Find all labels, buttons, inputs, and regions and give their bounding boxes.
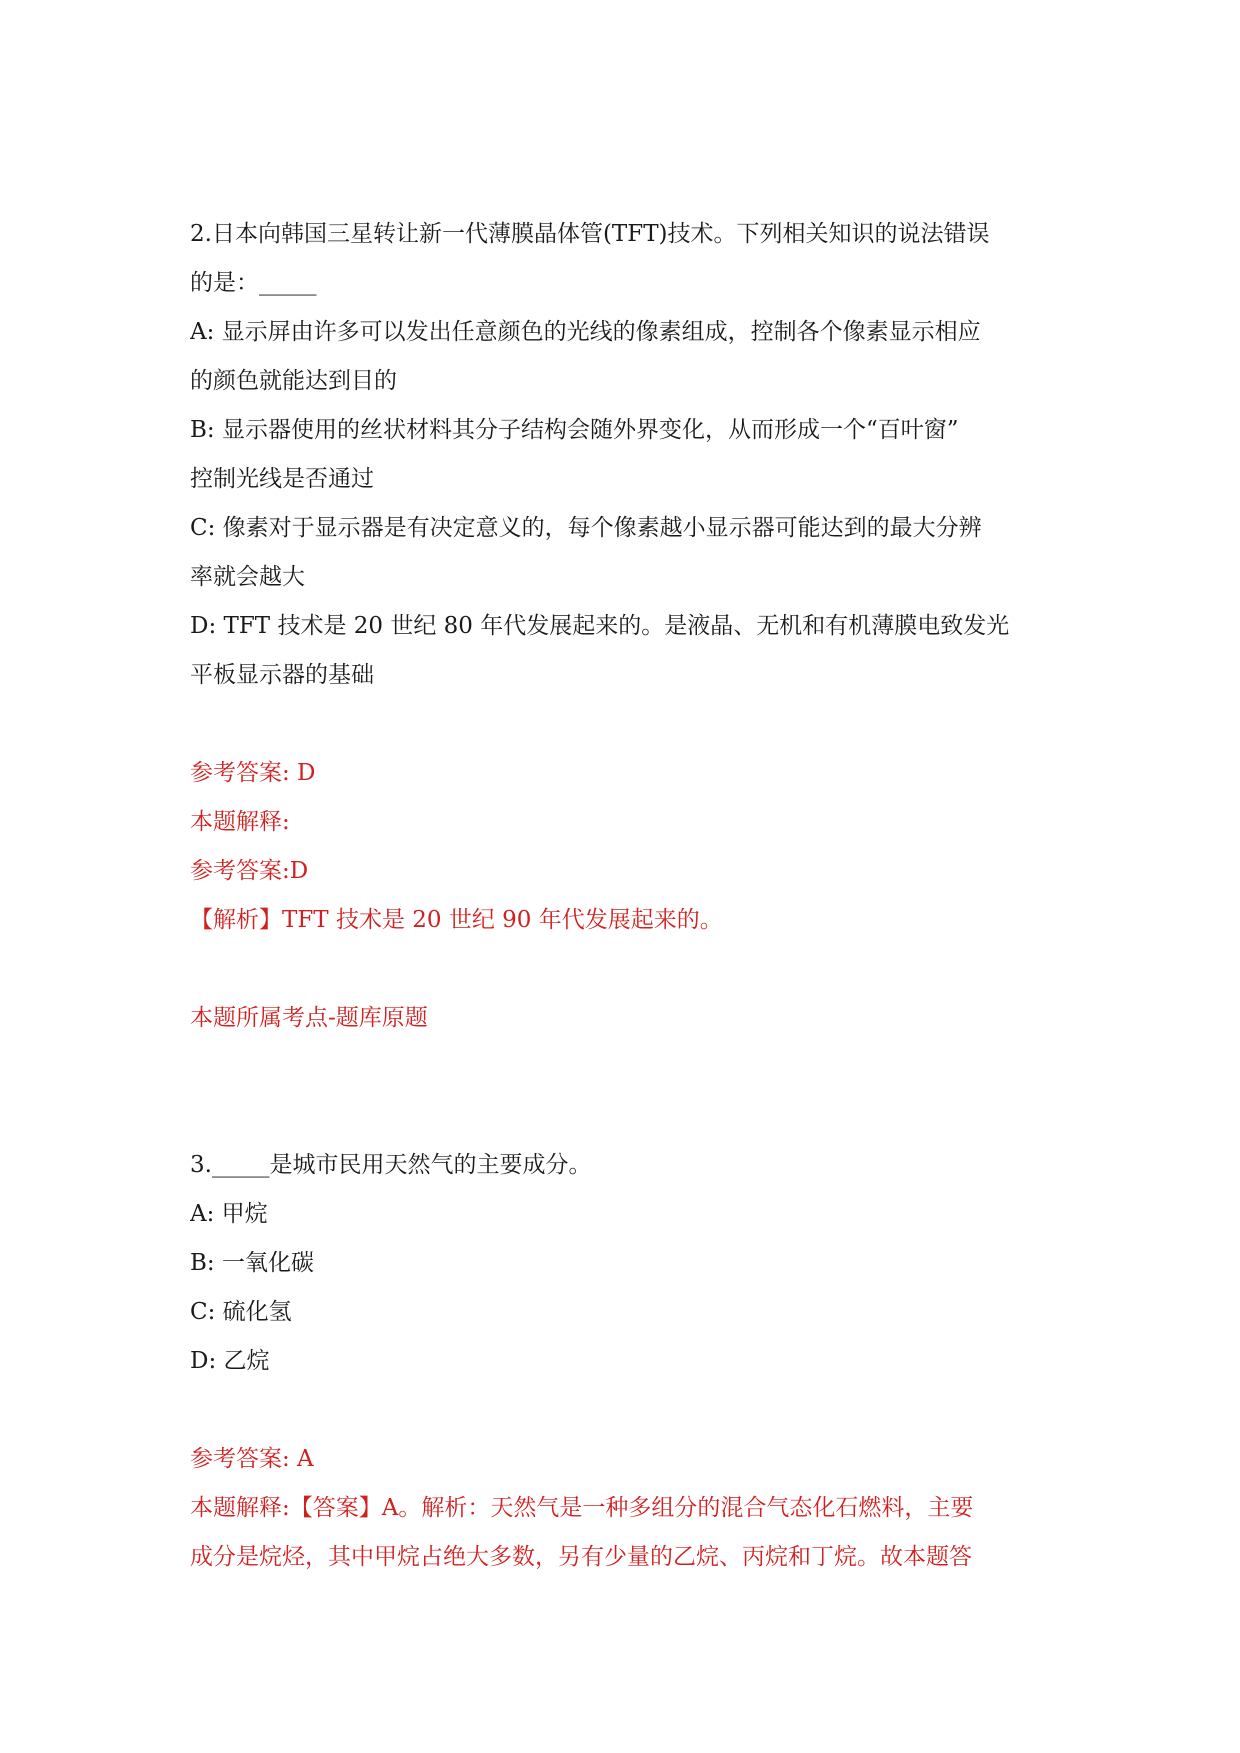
explanation-text: 本题解释:【答案】A。解析：天然气是一种多组分的混合气态化石燃料，主要 [190, 1495, 974, 1521]
topic-text: 本题所属考点-题库原题 [190, 1005, 428, 1031]
reference-answer: 参考答案: D [190, 760, 316, 786]
question-stem: 的是：_____ [190, 270, 317, 296]
spacer [190, 1043, 1060, 1141]
option-c: C: 像素对于显示器是有决定意义的，每个像素越小显示器可能达到的最大分辨 [190, 515, 982, 541]
option-a: A: 显示屏由许多可以发出任意颜色的光线的像素组成，控制各个像素显示相应 [190, 319, 981, 345]
question-stem: 3._____是城市民用天然气的主要成分。 [190, 1152, 592, 1178]
option-b: B: 显示器使用的丝状材料其分子结构会随外界变化，从而形成一个“百叶窗” [190, 417, 959, 443]
option-d: D: TFT 技术是 20 世纪 80 年代发展起来的。是液晶、无机和有机薄膜电致发光 [190, 613, 1010, 639]
explanation-text: 成分是烷烃，其中甲烷占绝大多数，另有少量的乙烷、丙烷和丁烷。故本题答 [190, 1544, 972, 1570]
analysis-text: 【解析】TFT 技术是 20 世纪 90 年代发展起来的。 [190, 907, 723, 933]
question-stem: 2.日本向韩国三星转让新一代薄膜晶体管(TFT)技术。下列相关知识的说法错误 [190, 221, 990, 247]
explanation-label: 本题解释: [190, 809, 290, 835]
option-b: 控制光线是否通过 [190, 466, 374, 492]
reference-answer-repeat: 参考答案:D [190, 858, 309, 884]
spacer [190, 1386, 1060, 1435]
spacer [190, 945, 1060, 994]
option-d: 平板显示器的基础 [190, 662, 374, 688]
option-d: D: 乙烷 [190, 1348, 270, 1374]
spacer [190, 700, 1060, 749]
option-a: A: 甲烷 [190, 1201, 268, 1227]
question-3 [190, 1141, 1060, 1582]
option-c: C: 硫化氢 [190, 1299, 292, 1325]
option-b: B: 一氧化碳 [190, 1250, 314, 1276]
option-c: 率就会越大 [190, 564, 305, 590]
question-2 [190, 210, 1060, 1043]
reference-answer: 参考答案: A [190, 1446, 314, 1472]
option-a: 的颜色就能达到目的 [190, 368, 397, 394]
page-content [190, 210, 1060, 1582]
